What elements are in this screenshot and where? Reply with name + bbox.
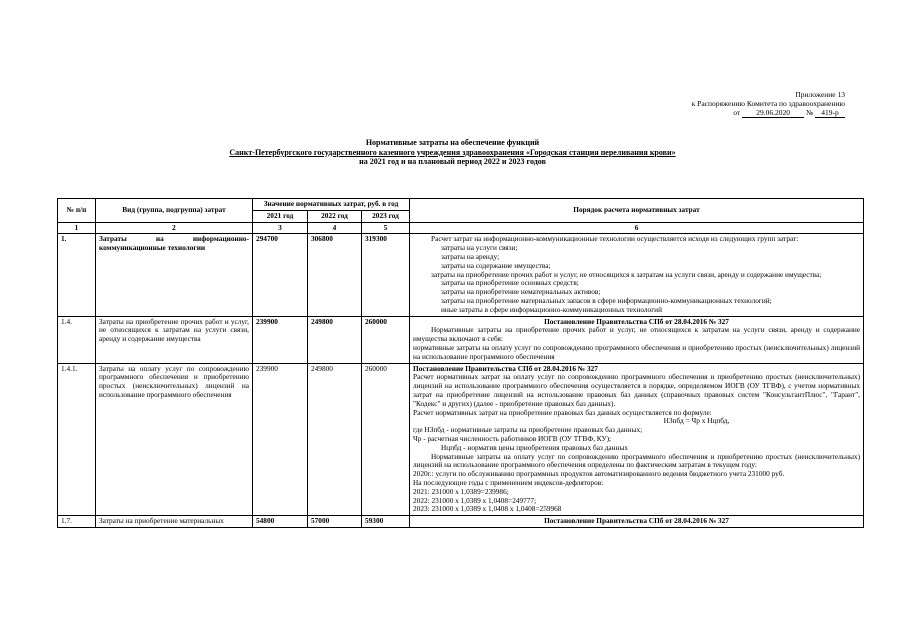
row3-where3: Нцпбд - норматив цены приобретения правовых баз данных — [441, 442, 629, 452]
row1-line: затраты на приобретение прочих работ и услуг, не относящихся к затратам на услуги связи, аренду и содержание имущества; — [431, 269, 822, 279]
table-row — [58, 316, 864, 363]
header-num: № п/п — [58, 199, 96, 223]
index-cell: 1 — [58, 222, 96, 234]
row1-2022: 306800 — [308, 234, 362, 316]
row2-2022: 249800 — [308, 316, 362, 363]
row4-type: Затраты на приобретение материальных — [96, 516, 253, 528]
row3-p5: На последующие годы с применением индексов-дефляторов: — [413, 477, 604, 487]
row4-2021: 54800 — [253, 516, 308, 528]
row3-p1: Расчет нормативных затрат на оплату услуг по сопровождению программного обеспечения и приобретению простых (неисключительных) лицензий на использование программного обеспечения осуществляется в порядке, определяемом ИОГВ (ОУ ТГВФ), с учетом нормативных затрат на приобретение лицензий на использование правовых баз данных (справочных правовых систем "КонсультантПлюс", "Гарант", "Кодекс" и других) (далее - приобретение правовых баз данных). — [413, 372, 861, 408]
header-type: Вид (группа, подгруппа) затрат — [96, 199, 253, 223]
row3-where2: Чр - расчетная численность работников ИОГВ (ОУ ТГВФ, КУ); — [413, 433, 612, 443]
table-row — [58, 516, 864, 528]
row4-2022: 57000 — [308, 516, 362, 528]
appendix-no: № — [805, 108, 814, 117]
row2-type: Затраты на приобретение прочих работ и услуг, не относящихся к затратам на услуги связи, аренду и содержание имущества — [96, 316, 253, 363]
row1-type: Затраты на информационно-коммуникационные технологии — [96, 234, 253, 316]
row3-2023: 260000 — [362, 363, 410, 516]
header-2022: 2022 год — [308, 210, 362, 222]
row1-line: затраты на услуги связи; — [441, 243, 518, 253]
index-cell: 3 — [253, 222, 308, 234]
row1-line: Расчет затрат на информационно-коммуникационные технологии осуществляется исходя из следующих групп затрат: — [431, 234, 799, 244]
header-row-1 — [58, 199, 864, 211]
row4-2023: 59300 — [362, 516, 410, 528]
header-order: Порядок расчета нормативных затрат — [410, 199, 864, 223]
row1-line: затраты на содержание имущества; — [441, 260, 551, 270]
appendix-line1: Приложение 13 — [795, 90, 845, 99]
header-2023: 2023 год — [362, 210, 410, 222]
row1-line: затраты на аренду; — [441, 251, 500, 261]
row2-p1: Нормативные затраты на приобретение прочих работ и услуг, не относящихся к затратам на услуги связи, аренду и содержание имущества включают в себя: — [413, 325, 861, 344]
row2-p2: нормативные затраты на оплату услуг по сопровождению программного обеспечения и приобретению простых (неисключительных) лицензий на использование программного обеспечения — [413, 342, 861, 361]
row1-2023: 319300 — [362, 234, 410, 316]
row1-line: затраты на приобретение нематериальных активов; — [441, 287, 601, 297]
appendix-number: 419-р — [815, 108, 845, 118]
row3-calc: 2021: 231000 x 1,0389=239986; — [413, 486, 509, 496]
row2-2023: 260000 — [362, 316, 410, 363]
row1-line: затраты на приобретение материальных запасов в сфере информационно-коммуникационных технологий; — [441, 295, 772, 305]
row4-order — [410, 516, 864, 528]
table-row — [58, 363, 864, 516]
header-2021: 2021 год — [253, 210, 308, 222]
title-line1: Нормативные затраты на обеспечение функций — [365, 138, 540, 147]
row2-num: 1.4. — [58, 316, 96, 363]
index-cell: 2 — [96, 222, 253, 234]
appendix-line2: к Распоряжению Комитета по здравоохранению — [691, 99, 845, 108]
appendix-date: 29.06.2020 — [742, 108, 804, 118]
appendix-ot: от — [733, 108, 741, 117]
index-cell: 5 — [362, 222, 410, 234]
appendix-date-line — [585, 108, 845, 118]
appendix-block — [585, 90, 845, 118]
table-row — [58, 234, 864, 316]
row3-order — [410, 363, 864, 516]
document-title — [0, 138, 905, 167]
index-cell: 6 — [410, 222, 864, 234]
index-row — [58, 222, 864, 234]
title-line2: Санкт-Петербургского государственного казенного учреждения здравоохранения «Городская станция переливания крови» — [229, 147, 676, 157]
norm-costs-table — [57, 198, 864, 528]
row1-2021: 294700 — [253, 234, 308, 316]
row3-where1: где НЗпбд - нормативные затраты на приобретение правовых баз данных; — [413, 425, 643, 435]
row3-calc: 2023: 231000 x 1,0389 x 1,0408 x 1,0408=259968 — [413, 504, 562, 514]
row3-formula: НЗпбд = Чр x Нцпбд, — [663, 416, 730, 426]
row3-num: 1.4.1. — [58, 363, 96, 516]
row1-order — [410, 234, 864, 316]
title-line3: на 2021 год и на плановый период 2022 и 2023 годов — [359, 157, 546, 166]
row1-num: 1. — [58, 234, 96, 316]
row3-p3: Нормативные затраты на оплату услуг по сопровождению программного обеспечения и приобретению простых (неисключительных) лицензий на использование программного обеспечения определены по фактическим затратам в текущем году: — [413, 451, 861, 470]
row4-heading: Постановление Правительства СПб от 28.04.2016 № 327 — [544, 516, 729, 526]
row3-p2: Расчет нормативных затрат на приобретение правовых баз данных осуществляется по формуле: — [413, 407, 712, 417]
row3-2022: 249800 — [308, 363, 362, 516]
row3-2021: 239900 — [253, 363, 308, 516]
row2-heading: Постановление Правительства СПб от 28.04.2016 № 327 — [544, 316, 729, 326]
row2-order — [410, 316, 864, 363]
row3-type: Затраты на оплату услуг по сопровождению программного обеспечения и приобретению простых (неисключительных) лицензий на использование программного обеспечения — [96, 363, 253, 516]
row1-line: затраты на приобретение основных средств; — [441, 278, 579, 288]
index-cell: 4 — [308, 222, 362, 234]
row2-2021: 239900 — [253, 316, 308, 363]
header-values: Значение нормативных затрат, руб. в год — [253, 199, 410, 211]
row1-line: иные затраты в сфере информационно-коммуникационных технологий — [441, 304, 662, 314]
row3-p4: 2020г.: услуги по обслуживанию программных продуктов автоматизированного ведения бюджетного учета 231000 руб. — [413, 469, 785, 479]
row3-calc: 2022: 231000 x 1,0389 x 1,0408=249777; — [413, 495, 537, 505]
row4-num: 1.7. — [58, 516, 96, 528]
row3-heading: Постановление Правительства СПб от 28.04.2016 № 327 — [413, 363, 598, 373]
